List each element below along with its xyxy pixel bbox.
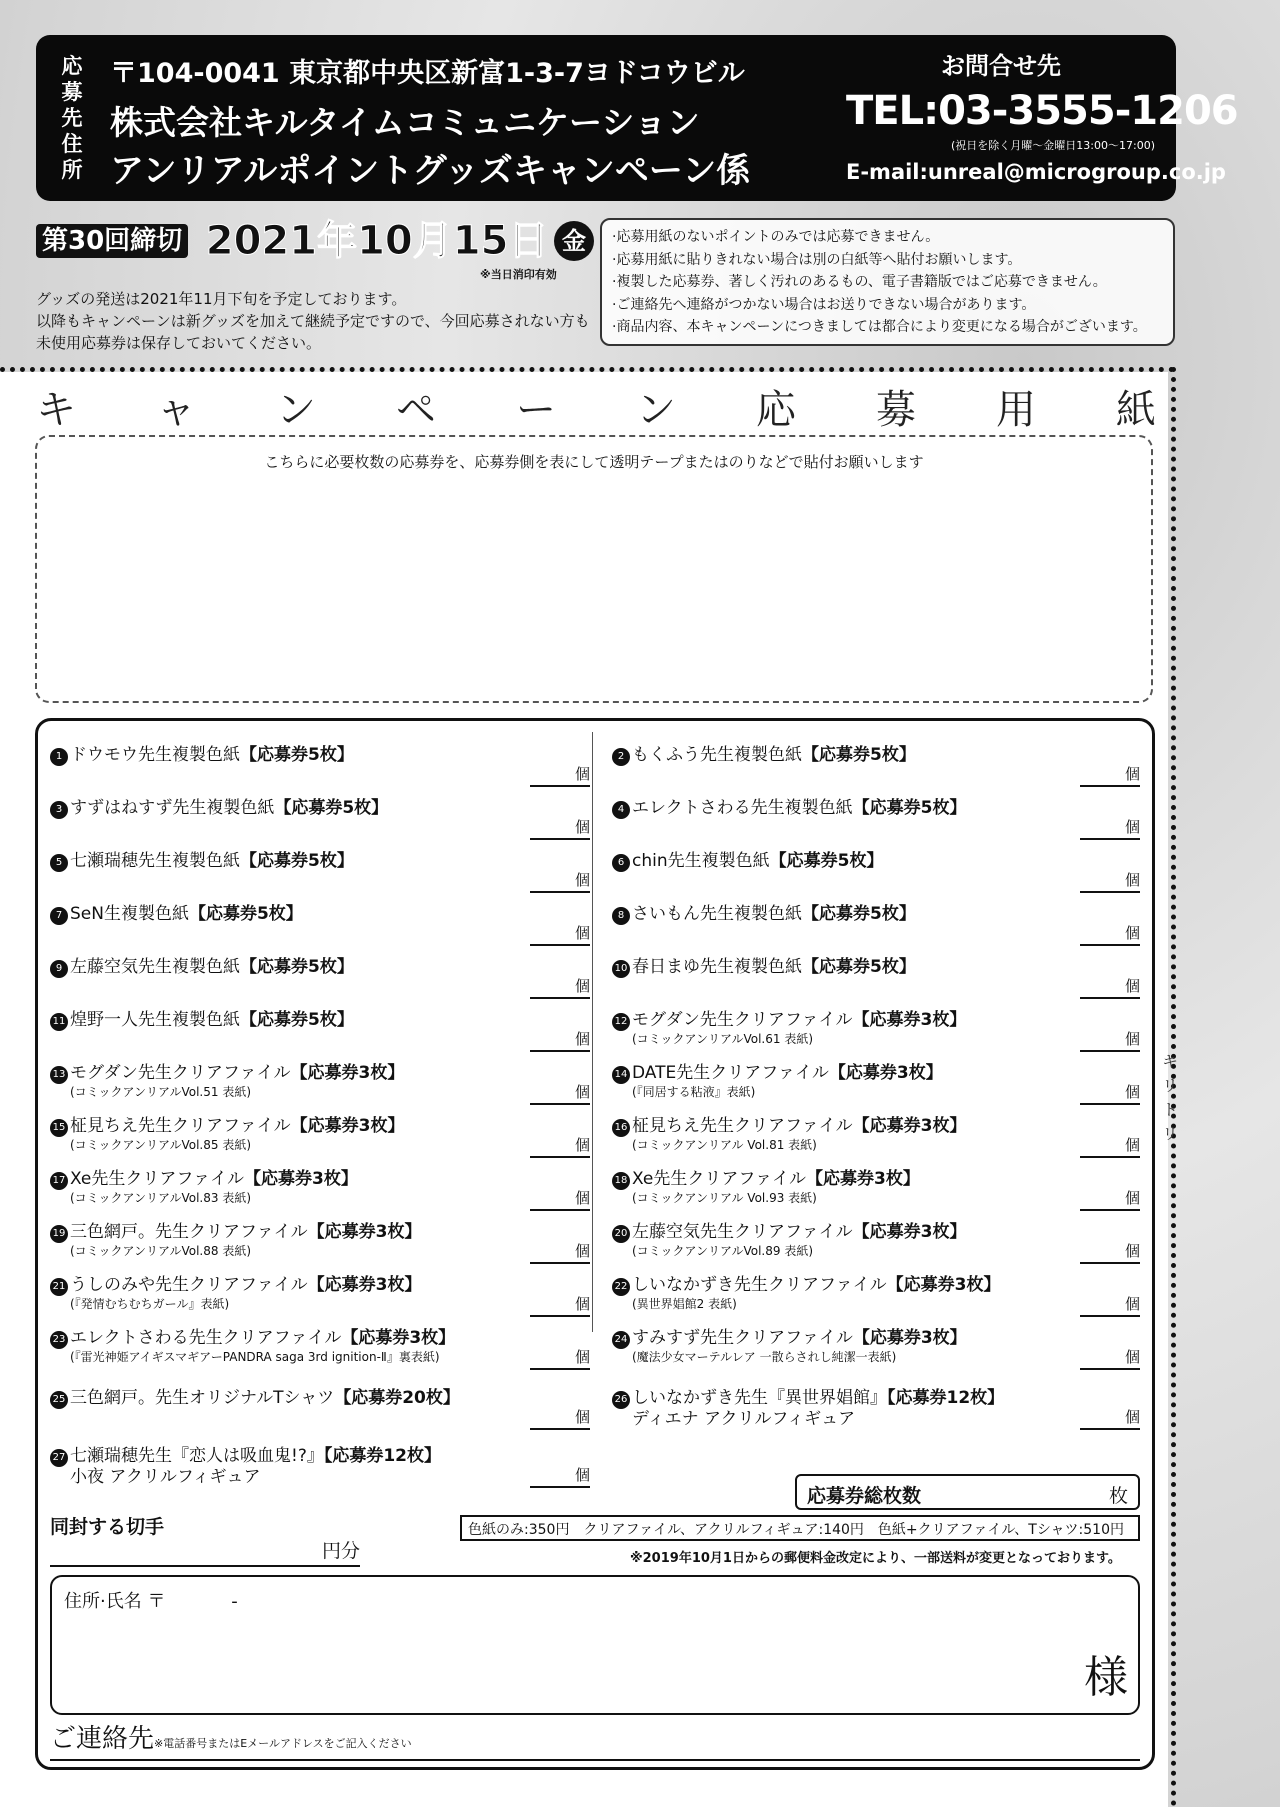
stamps-unit: 円分 <box>321 1540 360 1562</box>
item-number-icon: 23 <box>50 1331 68 1349</box>
total-label: 応募券総枚数 <box>807 1485 922 1507</box>
prize-item <box>612 1222 1140 1272</box>
ticket-requirement: 【応募券3枚】 <box>806 1169 920 1189</box>
prize-name <box>612 957 916 978</box>
prize-detail: 小夜 アクリルフィギュア <box>70 1467 261 1487</box>
prize-title: 七瀬瑞穂先生『恋人は吸血鬼!?』 <box>70 1446 324 1466</box>
prize-name <box>612 1222 967 1243</box>
form-title <box>36 378 1156 435</box>
prize-detail: (『雷光神姫アイギスマギアーPANDRA saga 3rd ignition-Ⅱ』裏表紙) <box>70 1350 440 1364</box>
prize-name <box>50 904 303 925</box>
ticket-requirement: 【応募券12枚】 <box>323 1446 442 1466</box>
prize-title: Xe先生クリアファイル <box>632 1169 807 1189</box>
prize-name <box>612 851 883 872</box>
paste-instruction: こちらに必要枚数の応募券を、応募券側を表にして透明テープまたはのりなどで貼付お願いします <box>264 453 924 471</box>
quantity-field[interactable] <box>530 765 590 787</box>
prize-name <box>612 1010 966 1031</box>
quantity-unit: 個 <box>1124 1030 1140 1048</box>
department-name: アンリアルポイントグッズキャンペーン係 <box>110 151 751 191</box>
ticket-requirement: 【応募券3枚】 <box>244 1169 358 1189</box>
item-number-icon: 14 <box>612 1066 630 1084</box>
prize-name <box>50 1010 354 1031</box>
title-char: 紙 <box>1116 387 1156 433</box>
quantity-field[interactable] <box>1080 765 1140 787</box>
item-number-icon: 19 <box>50 1225 68 1243</box>
quantity-unit: 個 <box>1124 1295 1140 1313</box>
prize-item <box>50 1328 590 1378</box>
item-number-icon: 16 <box>612 1119 630 1137</box>
prize-title: しいなかずき先生『異世界娼館』 <box>632 1388 887 1408</box>
prize-item <box>50 1388 590 1438</box>
prize-name <box>50 1275 422 1296</box>
quantity-field[interactable] <box>530 1030 590 1052</box>
quantity-field[interactable] <box>1080 1136 1140 1158</box>
prize-name <box>50 1169 358 1190</box>
prize-title: うしのみや先生クリアファイル <box>70 1275 308 1295</box>
honorific: 様 <box>1084 1652 1128 1703</box>
item-number-icon: 3 <box>50 801 68 819</box>
prize-name <box>50 798 388 819</box>
quantity-unit: 個 <box>1124 1083 1140 1101</box>
quantity-unit: 個 <box>574 1136 590 1154</box>
prize-title: 煌野一人先生複製色紙 <box>70 1010 240 1030</box>
ticket-requirement: 【応募券5枚】 <box>852 798 967 818</box>
quantity-field[interactable] <box>1080 871 1140 893</box>
prize-item <box>50 1116 590 1166</box>
quantity-field[interactable] <box>1080 1242 1140 1264</box>
item-number-icon: 5 <box>50 854 68 872</box>
ticket-requirement: 【応募券5枚】 <box>240 851 354 871</box>
item-number-icon: 1 <box>50 748 68 766</box>
title-char: ャ <box>156 387 196 433</box>
cut-char: キ <box>1161 1052 1178 1071</box>
quantity-unit: 個 <box>574 1408 590 1426</box>
prize-name <box>50 745 354 766</box>
prize-item <box>612 957 1140 1007</box>
title-char: 用 <box>996 387 1036 433</box>
title-char: 募 <box>876 387 916 433</box>
quantity-field[interactable] <box>530 977 590 999</box>
item-number-icon: 27 <box>50 1449 68 1467</box>
prize-item <box>612 745 1140 795</box>
prize-item <box>612 851 1140 901</box>
note: ·応募用紙に貼りきれない場合は別の白紙等へ貼付お願いします。 <box>612 251 1022 268</box>
prize-item <box>50 904 590 954</box>
prize-item <box>612 1275 1140 1325</box>
quantity-field[interactable] <box>1080 1083 1140 1105</box>
prize-title: エレクトさわる先生複製色紙 <box>632 798 853 818</box>
prize-item <box>50 851 590 901</box>
prize-detail: (コミックアンリアルVol.89 表紙) <box>632 1244 814 1258</box>
stamps-amount-field[interactable] <box>50 1536 360 1567</box>
column-divider <box>592 732 593 1332</box>
quantity-field[interactable] <box>530 818 590 840</box>
prize-title: すずはねすず先生複製色紙 <box>70 798 275 818</box>
prize-item <box>50 1010 590 1060</box>
prize-title: エレクトさわる先生クリアファイル <box>70 1328 342 1348</box>
cut-char: ト <box>1161 1100 1178 1119</box>
ticket-requirement: 【応募券5枚】 <box>802 904 916 924</box>
ticket-requirement: 【応募券3枚】 <box>307 1222 422 1242</box>
title-char: ペ <box>396 387 436 433</box>
postal-address: 〒104-0041 東京都中央区新富1-3-7ヨドコウビル <box>110 58 745 89</box>
title-char: ン <box>636 387 676 433</box>
prize-item <box>612 1010 1140 1060</box>
ticket-requirement: 【応募券3枚】 <box>341 1328 456 1348</box>
ticket-paste-area[interactable] <box>35 435 1153 703</box>
prize-item <box>50 1169 590 1219</box>
prize-name <box>612 1063 943 1084</box>
item-number-icon: 26 <box>612 1391 630 1409</box>
note: ·商品内容、本キャンペーンにつきましては都合により変更になる場合がございます。 <box>612 319 1147 335</box>
prize-title: すみすず先生クリアファイル <box>632 1328 853 1348</box>
prize-item <box>612 1116 1140 1166</box>
prize-item <box>612 798 1140 848</box>
item-number-icon: 4 <box>612 801 630 819</box>
prize-name <box>612 1388 1004 1409</box>
quantity-field[interactable] <box>530 1189 590 1211</box>
item-number-icon: 2 <box>612 748 630 766</box>
ticket-requirement: 【応募券3枚】 <box>290 1116 405 1136</box>
mailing-address-banner <box>36 35 1238 201</box>
prize-name <box>50 851 354 872</box>
ticket-requirement: 【応募券3枚】 <box>852 1328 967 1348</box>
postage-prices: 色紙のみ:350円 クリアファイル、アクリルフィギュア:140円 色紙+クリアファイル、Tシャツ:510円 <box>460 1515 1140 1541</box>
quantity-unit: 個 <box>574 818 590 836</box>
note: ·複製した応募券、著しく汚れのあるもの、電子書籍版ではご応募できません。 <box>612 274 1107 290</box>
prize-item <box>50 1222 590 1272</box>
quantity-field[interactable] <box>530 871 590 893</box>
prize-title: ドウモウ先生複製色紙 <box>70 745 240 765</box>
title-char: キ <box>36 387 76 433</box>
prize-title: もくふう先生複製色紙 <box>632 745 802 765</box>
inquiry-heading: お問合せ先 <box>941 52 1061 80</box>
quantity-unit: 個 <box>574 1030 590 1048</box>
item-number-icon: 17 <box>50 1172 68 1190</box>
prize-title: 三色網戸。先生オリジナルTシャツ <box>70 1388 335 1408</box>
ticket-requirement: 【応募券5枚】 <box>240 957 354 977</box>
prize-title: 左藤空気先生複製色紙 <box>70 957 240 977</box>
phone-number: TEL:03-3555-1206 <box>846 88 1238 134</box>
prize-name <box>612 798 967 819</box>
prize-item <box>50 798 590 848</box>
note: ·応募用紙のないポイントのみでは応募できません。 <box>612 229 940 245</box>
cut-line-horizontal <box>0 367 1175 372</box>
prize-title: さいもん先生複製色紙 <box>632 904 802 924</box>
item-number-icon: 18 <box>612 1172 630 1190</box>
quantity-unit: 個 <box>574 1295 590 1313</box>
quantity-field[interactable] <box>530 1408 590 1430</box>
ticket-requirement: 【応募券3枚】 <box>307 1275 422 1295</box>
deadline-date: 2021年10月15日 <box>205 217 549 264</box>
shipping-line: グッズの発送は2021年11月下旬を予定しております。 <box>36 290 407 308</box>
prize-detail: (異世界娼館2 表紙) <box>632 1297 737 1311</box>
prize-title: SeN生複製色紙 <box>70 904 189 924</box>
address-name-field[interactable] <box>50 1575 1140 1715</box>
postmark-note: ※当日消印有効 <box>480 268 557 281</box>
item-number-icon: 20 <box>612 1225 630 1243</box>
prize-name <box>612 1275 1001 1296</box>
quantity-field[interactable] <box>1080 1348 1140 1370</box>
total-tickets-field[interactable] <box>795 1474 1140 1510</box>
notes-box <box>600 218 1175 346</box>
ticket-requirement: 【応募券5枚】 <box>240 745 354 765</box>
ticket-requirement: 【応募券12枚】 <box>887 1388 1005 1408</box>
item-number-icon: 24 <box>612 1331 630 1349</box>
prize-detail: (コミックアンリアル Vol.93 表紙) <box>632 1191 817 1205</box>
quantity-unit: 個 <box>574 1189 590 1207</box>
email-address: E-mail:unreal@microgroup.co.jp <box>846 160 1226 184</box>
postage-note: ※2019年10月1日からの郵便料金改定により、一部送料が変更となっております。 <box>630 1551 1121 1566</box>
item-number-icon: 21 <box>50 1278 68 1296</box>
ticket-requirement: 【応募券3枚】 <box>852 1010 967 1030</box>
contact-note: ※電話番号またはEメールアドレスをご記入ください <box>154 1737 412 1750</box>
quantity-unit: 個 <box>1124 765 1140 783</box>
quantity-unit: 個 <box>574 1348 590 1366</box>
postal-dash: - <box>231 1591 238 1612</box>
prize-detail: (『発情むちむちガール』表紙) <box>70 1297 230 1311</box>
prize-title: 柾見ちえ先生クリアファイル <box>632 1116 853 1136</box>
ticket-requirement: 【応募券3枚】 <box>886 1275 1001 1295</box>
prize-title: モグダン先生クリアファイル <box>632 1010 853 1030</box>
cut-here-label <box>1160 1050 1180 1146</box>
quantity-field[interactable] <box>1080 1030 1140 1052</box>
quantity-unit: 個 <box>574 765 590 783</box>
prize-item <box>50 1063 590 1113</box>
quantity-unit: 個 <box>1124 1189 1140 1207</box>
prize-item <box>612 1328 1140 1378</box>
prize-detail: (コミックアンリアルVol.51 表紙) <box>70 1085 252 1099</box>
prize-item <box>612 1388 1140 1438</box>
quantity-unit: 個 <box>1124 1408 1140 1426</box>
quantity-field[interactable] <box>530 1136 590 1158</box>
shipping-line: 以降もキャンペーンは新グッズを加えて継続予定ですので、今回応募されない方も未使用応募券は保存しておいてください。 <box>36 312 590 352</box>
address-heading: 応募先住所 <box>61 54 83 182</box>
ticket-requirement: 【応募券20枚】 <box>334 1388 460 1408</box>
prize-title: 春日まゆ先生複製色紙 <box>632 957 802 977</box>
prize-name <box>50 1446 441 1467</box>
prize-title: chin先生複製色紙 <box>632 851 770 871</box>
item-number-icon: 22 <box>612 1278 630 1296</box>
quantity-unit: 個 <box>574 871 590 889</box>
prize-item <box>612 1063 1140 1113</box>
quantity-unit: 個 <box>1124 1242 1140 1260</box>
prize-title: モグダン先生クリアファイル <box>70 1063 291 1083</box>
quantity-unit: 個 <box>1124 818 1140 836</box>
item-number-icon: 25 <box>50 1391 68 1409</box>
prize-detail: (コミックアンリアル Vol.81 表紙) <box>632 1138 817 1152</box>
ticket-requirement: 【応募券5枚】 <box>802 745 916 765</box>
prize-detail: (魔法少女マーテルレア 一散らされし純潔一表紙) <box>632 1350 897 1364</box>
quantity-field[interactable] <box>530 1348 590 1370</box>
title-char: ン <box>276 387 316 433</box>
ticket-requirement: 【応募券5枚】 <box>802 957 916 977</box>
contact-field[interactable] <box>50 1718 1140 1761</box>
prize-name <box>50 1388 460 1409</box>
quantity-unit: 個 <box>574 1242 590 1260</box>
ticket-requirement: 【応募券5枚】 <box>274 798 389 818</box>
quantity-unit: 個 <box>574 977 590 995</box>
quantity-field[interactable] <box>530 1295 590 1317</box>
ticket-requirement: 【応募券3枚】 <box>852 1116 967 1136</box>
ticket-requirement: 【応募券3枚】 <box>852 1222 967 1242</box>
prize-detail: (『同居する粘液』表紙) <box>632 1085 756 1099</box>
phone-hours: (祝日を除く月曜〜金曜日13:00〜17:00) <box>951 139 1155 152</box>
quantity-unit: 個 <box>1124 924 1140 942</box>
prize-title: 三色網戸。先生クリアファイル <box>70 1222 308 1242</box>
prize-name <box>612 745 916 766</box>
company-name: 株式会社キルタイムコミュニケーション <box>110 103 700 142</box>
prize-item <box>612 1169 1140 1219</box>
prize-title: Xe先生クリアファイル <box>70 1169 245 1189</box>
prize-title: しいなかずき先生クリアファイル <box>632 1275 887 1295</box>
item-number-icon: 11 <box>50 1013 68 1031</box>
stamps-label: 同封する切手 <box>50 1516 165 1538</box>
quantity-field[interactable] <box>1080 1189 1140 1211</box>
ticket-requirement: 【応募券5枚】 <box>188 904 303 924</box>
quantity-field[interactable] <box>1080 1408 1140 1430</box>
quantity-field[interactable] <box>530 1083 590 1105</box>
quantity-unit: 個 <box>574 924 590 942</box>
quantity-unit: 個 <box>1124 1136 1140 1154</box>
prize-item <box>50 1275 590 1325</box>
item-number-icon: 15 <box>50 1119 68 1137</box>
quantity-field[interactable] <box>1080 1295 1140 1317</box>
prize-name <box>50 1063 404 1084</box>
quantity-field[interactable] <box>1080 818 1140 840</box>
ticket-requirement: 【応募券3枚】 <box>290 1063 405 1083</box>
prize-name <box>612 1169 920 1190</box>
prize-item <box>50 1446 590 1496</box>
quantity-unit: 個 <box>1124 871 1140 889</box>
prize-title: DATE先生クリアファイル <box>632 1063 829 1083</box>
prize-title: 七瀬瑞穂先生複製色紙 <box>70 851 240 871</box>
quantity-field[interactable] <box>1080 977 1140 999</box>
prize-name <box>50 1116 405 1137</box>
prize-detail: (コミックアンリアルVol.83 表紙) <box>70 1191 252 1205</box>
title-char: 応 <box>756 387 796 433</box>
quantity-field[interactable] <box>530 924 590 946</box>
quantity-unit: 個 <box>1124 1348 1140 1366</box>
item-number-icon: 12 <box>612 1013 630 1031</box>
item-number-icon: 9 <box>50 960 68 978</box>
contact-label: ご連絡先 <box>50 1724 155 1754</box>
prize-item <box>50 957 590 1007</box>
day-of-week-badge: 金 <box>554 221 594 261</box>
cut-char: リ <box>1161 1076 1178 1095</box>
prize-item <box>612 904 1140 954</box>
prize-name <box>612 1328 967 1349</box>
prize-name <box>50 1328 455 1349</box>
quantity-unit: 個 <box>574 1466 590 1484</box>
shipping-info <box>36 288 596 354</box>
round-label: 第30回締切 <box>36 224 188 258</box>
quantity-field[interactable] <box>1080 924 1140 946</box>
item-number-icon: 10 <box>612 960 630 978</box>
ticket-requirement: 【応募券5枚】 <box>240 1010 354 1030</box>
note: ·ご連絡先へ連絡がつかない場合はお送りできない場合があります。 <box>612 296 1036 313</box>
quantity-field[interactable] <box>530 1242 590 1264</box>
prize-detail: (コミックアンリアルVol.61 表紙) <box>632 1032 814 1046</box>
quantity-field[interactable] <box>530 1466 590 1488</box>
cut-char: リ <box>1161 1124 1178 1143</box>
item-number-icon: 7 <box>50 907 68 925</box>
quantity-unit: 個 <box>574 1083 590 1101</box>
prize-item <box>50 745 590 795</box>
address-label: 住所·氏名 〒 <box>64 1591 166 1612</box>
prize-title: 左藤空気先生クリアファイル <box>632 1222 853 1242</box>
ticket-requirement: 【応募券3枚】 <box>828 1063 943 1083</box>
prize-name <box>50 1222 422 1243</box>
quantity-unit: 個 <box>1124 977 1140 995</box>
total-unit: 枚 <box>1108 1485 1128 1507</box>
item-number-icon: 6 <box>612 854 630 872</box>
prize-detail: (コミックアンリアルVol.88 表紙) <box>70 1244 252 1258</box>
prize-detail: (コミックアンリアルVol.85 表紙) <box>70 1138 252 1152</box>
prize-name <box>612 904 916 925</box>
prize-name <box>50 957 354 978</box>
title-char: ー <box>516 387 556 433</box>
prize-name <box>612 1116 967 1137</box>
prize-title: 柾見ちえ先生クリアファイル <box>70 1116 291 1136</box>
item-number-icon: 13 <box>50 1066 68 1084</box>
prize-detail: ディエナ アクリルフィギュア <box>632 1409 856 1429</box>
deadline <box>36 216 594 264</box>
item-number-icon: 8 <box>612 907 630 925</box>
ticket-requirement: 【応募券5枚】 <box>769 851 884 871</box>
